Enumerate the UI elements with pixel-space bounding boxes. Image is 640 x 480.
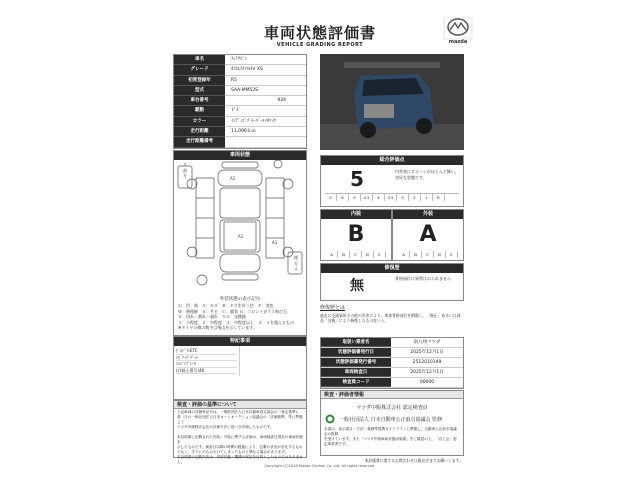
legend-heading: 外装状態の表示記号 — [219, 297, 261, 302]
grade-scale-item: A — [326, 251, 338, 258]
special-line: ﾅﾋﾞｱｯﾌﾟﾃﾞｰﾄ — [176, 355, 237, 362]
inspector-supervisor: 一般社団法人 日本自動車公正取引協議会 監修 — [339, 416, 443, 423]
repair-note: 骨格部位に異常はみられません — [395, 276, 451, 281]
spec-row — [174, 137, 306, 147]
spec-value: R5 — [225, 76, 306, 86]
repair-definition — [320, 304, 464, 324]
car-diagram — [174, 160, 306, 290]
exterior-grade: A — [419, 222, 437, 247]
standard-line: 基（日の一般社団法人日本オートオークション協議会の「評価基準」等に準拠して — [177, 415, 303, 424]
overall-scale-item: 1 — [421, 194, 433, 201]
overall-scale-item: 6 — [337, 194, 349, 201]
grade-scale-item: C — [350, 251, 362, 258]
copyright: Copyright (C)2018 Mazda Chuhan Co. Ltd. All rights reserved. — [264, 464, 376, 468]
legend-line: Ｕ：凹 . 曲 Ａ：キズ Ｂ：キズを伴う凹 Ｐ：変色 — [178, 303, 274, 308]
exterior-panel — [392, 209, 464, 261]
diagram-mark: A1 — [238, 234, 244, 239]
grade-scale-item: B — [338, 251, 350, 258]
info-value: 南九州マツダ — [413, 340, 441, 345]
car-photo-icon — [320, 54, 464, 150]
spec-value: SAA-MM53S — [225, 86, 306, 96]
grade-scale-item: E — [374, 251, 386, 258]
spec-row — [174, 55, 306, 65]
info-row — [321, 348, 463, 358]
spec-label: カラー — [174, 117, 225, 127]
special-notes-panel — [173, 336, 307, 400]
spec-label: 走行距離備考 — [174, 137, 225, 147]
vehicle-photo — [320, 54, 464, 150]
overall-note: 内外装にダメージがほとんど無い、良好な状態です。 — [395, 169, 459, 180]
spec-value — [225, 137, 306, 147]
spec-label: 駆動 — [174, 106, 225, 116]
spec-row — [174, 106, 306, 116]
standard-line: 本証明書の記載内容は、内部状態・機構の保証を目的としたものではありません。 — [177, 455, 303, 464]
info-label: 車両検査日 — [321, 368, 391, 377]
info-row — [321, 338, 463, 348]
overall-scale-item: 4.5 — [361, 194, 373, 201]
logo-text: mazda — [448, 39, 468, 45]
info-value: 00000 — [419, 380, 435, 385]
standard-panel — [173, 400, 307, 464]
overall-scale-item: 3.5 — [385, 194, 397, 201]
diagram-mark: A1 — [272, 240, 278, 245]
legend-list — [174, 302, 306, 332]
legend-line: Ｗ：修理跡 Ｓ：サビ Ｃ：腐食 Ｇ：フロントガラス飛び石 — [178, 308, 288, 314]
info-label: 状態評価書発行日 — [321, 348, 391, 357]
overall-heading: 総合評価点 — [321, 156, 463, 165]
spec-label: 型式 — [174, 86, 225, 96]
rear-label: 後 方 ↓ — [294, 255, 298, 272]
legend-line: １：小程度 ２：中程度 ３：中程度以上 ４：３を超えるもの — [178, 319, 294, 325]
page-title: 車両状態評価書 — [263, 24, 376, 42]
spec-row — [174, 127, 306, 137]
info-row — [321, 358, 463, 368]
interior-scale — [321, 251, 391, 258]
overall-scale-item: 3 — [397, 194, 409, 201]
overall-scale — [325, 193, 459, 201]
special-heading: 特記事項 — [174, 337, 306, 346]
info-value: 2512010149 — [412, 360, 442, 365]
interior-panel — [320, 209, 392, 261]
overall-score-panel — [320, 155, 464, 207]
interior-grade: B — [347, 222, 365, 247]
legend-line: Ｘ：切れ・割れ・剥れ ＸＸ：交換跡 — [178, 314, 246, 320]
standard-line: 示したものです。検査日以降の時間の経過により、記載の状況が変化するもの — [177, 445, 303, 449]
overall-scale-item: R — [433, 194, 445, 201]
info-value: 2025年12月1日 — [410, 370, 444, 375]
spec-row — [174, 117, 306, 127]
spec-label: 初度登録年 — [174, 76, 225, 86]
overall-scale-item: 5 — [349, 194, 361, 201]
inspector-company: マツダ中販株式会社 認定検査員 — [356, 405, 428, 411]
standard-line: マツダ中販株式会社の評価方法に基づき評価したものです。 — [177, 425, 274, 429]
special-list — [174, 346, 306, 376]
grade-scale-item: B — [410, 251, 422, 258]
spec-label: 車名 — [174, 55, 225, 65]
grade-scale-item: D — [434, 251, 446, 258]
diagram-mark: A1 — [230, 176, 236, 181]
overall-scale-item: S — [325, 194, 337, 201]
standard-line: でなく、すでにのちの欠けてしまったものと異なる場合があります。 — [177, 450, 289, 454]
page-subtitle: VEHICLE GRADING REPORT — [276, 42, 364, 48]
grade-scale-item: A — [398, 251, 410, 258]
repair-def-text: 過去に交通事故その他の災害により、車体骨格部位を損傷し、「修正」あるいは部品「交換」により修復したものをいう。 — [320, 313, 461, 324]
certification-seal-icon — [325, 414, 335, 424]
info-row — [321, 378, 463, 388]
interior-heading: 内装 — [321, 210, 391, 219]
front-label: ↑ 前 方 — [183, 162, 187, 179]
inspector-line: を受けています。また「マツダ中販車両状態評価書」をご確認の上、「自工会」認定事業者です。 — [324, 437, 457, 446]
exterior-heading: 外装 — [393, 210, 463, 219]
special-line: ｴﾝｼﾞﾝﾌﾞﾚｰｷ — [176, 361, 237, 368]
grade-scale-item: D — [362, 251, 374, 258]
spec-label: グレード — [174, 65, 225, 75]
standard-line: 本証明書に記載された内装・外装に関する評価は、車両検査日現在の車両状態を — [177, 435, 303, 444]
inspector-heading: 検査・評価者情報 — [321, 391, 463, 399]
overall-scale-item: 4 — [373, 194, 385, 201]
standard-heading: 検査・評価の基準について — [174, 401, 306, 409]
spec-row — [174, 76, 306, 86]
repair-value: 無 — [350, 278, 364, 294]
special-line: ﾋﾞﾙﾄﾞｲﾝETC — [176, 348, 237, 355]
spec-value: 934 — [225, 96, 306, 106]
spec-value: ＦＦ — [225, 106, 306, 116]
standard-line: 上記車両の評価等記号は、一般財団法人日本自動車査定協会の「査定基準に — [177, 410, 300, 414]
repair-panel — [320, 263, 464, 301]
grade-scale-item: E — [446, 251, 458, 258]
info-value: 2025年12月1日 — [410, 350, 444, 355]
spec-label: 走行距離 — [174, 127, 225, 137]
repair-def-title: 修復歴とは — [320, 305, 346, 311]
special-line: (評価士番号)46 — [176, 368, 237, 375]
info-row — [321, 368, 463, 378]
inspector-line: 本書は、表示項目・方法・義務等提携ガイドラインに準拠し、自動車公正取引協議会の監修 — [324, 427, 457, 436]
footnote: 本評価書に関するお問合わせは販売店までお願いします。 — [364, 458, 463, 463]
exterior-scale — [393, 251, 463, 258]
spec-label: 車台番号 — [174, 96, 225, 106]
spec-table — [173, 54, 307, 149]
inspector-list — [321, 424, 463, 450]
info-table — [320, 337, 464, 389]
spec-value: ﾌﾚｱﾜｺﾞﾝ — [225, 55, 306, 65]
spec-value: ｶｽﾀﾑｽﾀｲﾙHV XS — [225, 65, 306, 75]
repair-heading: 修復歴 — [321, 264, 463, 273]
info-label: 状態評価書発行番号 — [321, 358, 391, 367]
spec-row — [174, 86, 306, 96]
spec-row — [174, 65, 306, 75]
overall-scale-item: 2 — [409, 194, 421, 201]
overall-score: 5 — [350, 167, 364, 191]
info-label: 取扱い業者名 — [321, 338, 391, 347]
grade-scale-item: C — [422, 251, 434, 258]
legend-line: ※タイヤの損の数字は残山を示しています。 — [178, 325, 257, 331]
spec-row — [174, 96, 306, 106]
spec-value: 11,096Ｋｍ — [225, 127, 306, 137]
info-label: 検査員コード — [321, 378, 391, 387]
inspector-panel — [320, 390, 464, 456]
spec-value: ｲﾝﾃﾞｨｺﾞﾌﾞﾙｰﾊﾟｰﾙﾒﾀﾘｯｸ — [225, 117, 306, 127]
diagram-heading: 車両状態 — [174, 151, 306, 160]
special-column — [174, 346, 240, 376]
vehicle-diagram-panel — [173, 150, 307, 336]
